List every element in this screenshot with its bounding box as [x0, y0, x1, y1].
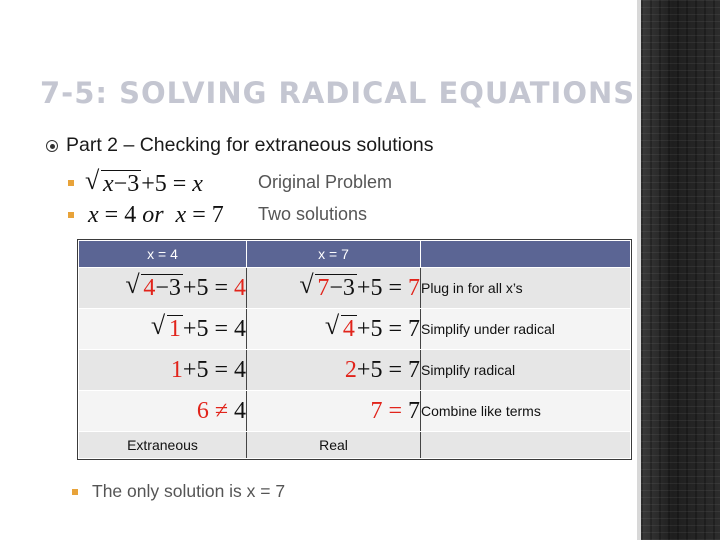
cell-x7-simplify-radical: 2+5 = 7	[247, 350, 421, 391]
square-bullet-icon	[68, 180, 74, 186]
step-label: Simplify under radical	[421, 309, 631, 350]
result-x4: Extraneous	[79, 432, 247, 459]
original-equation-rest: +5 = x	[141, 171, 203, 197]
decorative-side-panel	[641, 0, 720, 540]
step-label: Plug in for all x’s	[421, 268, 631, 309]
table-row	[79, 350, 631, 391]
cell-x4-simplify-under: √ 1+5 = 4	[79, 309, 247, 350]
table-row	[79, 391, 631, 432]
two-solutions-equation: x = 4 or x = 7	[88, 202, 224, 228]
header-x7: x = 7	[247, 241, 421, 268]
main-bullet-text: Part 2 – Checking for extraneous solutions	[66, 134, 434, 156]
check-table	[78, 240, 631, 459]
cell-x4-simplify-radical: 1+5 = 4	[79, 350, 247, 391]
original-problem-label: Original Problem	[258, 172, 393, 192]
cell-x7-plug: √ 7−3+5 = 7	[247, 268, 421, 309]
header-x4: x = 4	[79, 241, 247, 268]
cell-x4-plug: √ 4−3+5 = 4	[79, 268, 247, 309]
table-header-row	[79, 241, 631, 268]
square-bullet-icon	[68, 212, 74, 218]
step-label: Combine like terms	[421, 391, 631, 432]
two-solutions-label: Two solutions	[258, 204, 368, 224]
original-equation: √ x−3+5 = x	[88, 170, 203, 198]
main-bullet	[46, 134, 433, 157]
table-row	[79, 268, 631, 309]
circle-bullet-icon	[46, 140, 58, 152]
table-row	[79, 309, 631, 350]
table-footer-row	[79, 432, 631, 459]
square-bullet-icon	[72, 489, 78, 495]
result-blank	[421, 432, 631, 459]
final-bullet: The only solution is x = 7	[92, 481, 286, 501]
cell-x7-simplify-under: √ 4+5 = 7	[247, 309, 421, 350]
step-label: Simplify radical	[421, 350, 631, 391]
cell-x7-combine: 7 = 7	[247, 391, 421, 432]
result-x7: Real	[247, 432, 421, 459]
slide-title: 7-5: SOLVING RADICAL EQUATIONS	[40, 76, 636, 110]
header-step	[421, 241, 631, 268]
cell-x4-combine: 6 ≠ 4	[79, 391, 247, 432]
